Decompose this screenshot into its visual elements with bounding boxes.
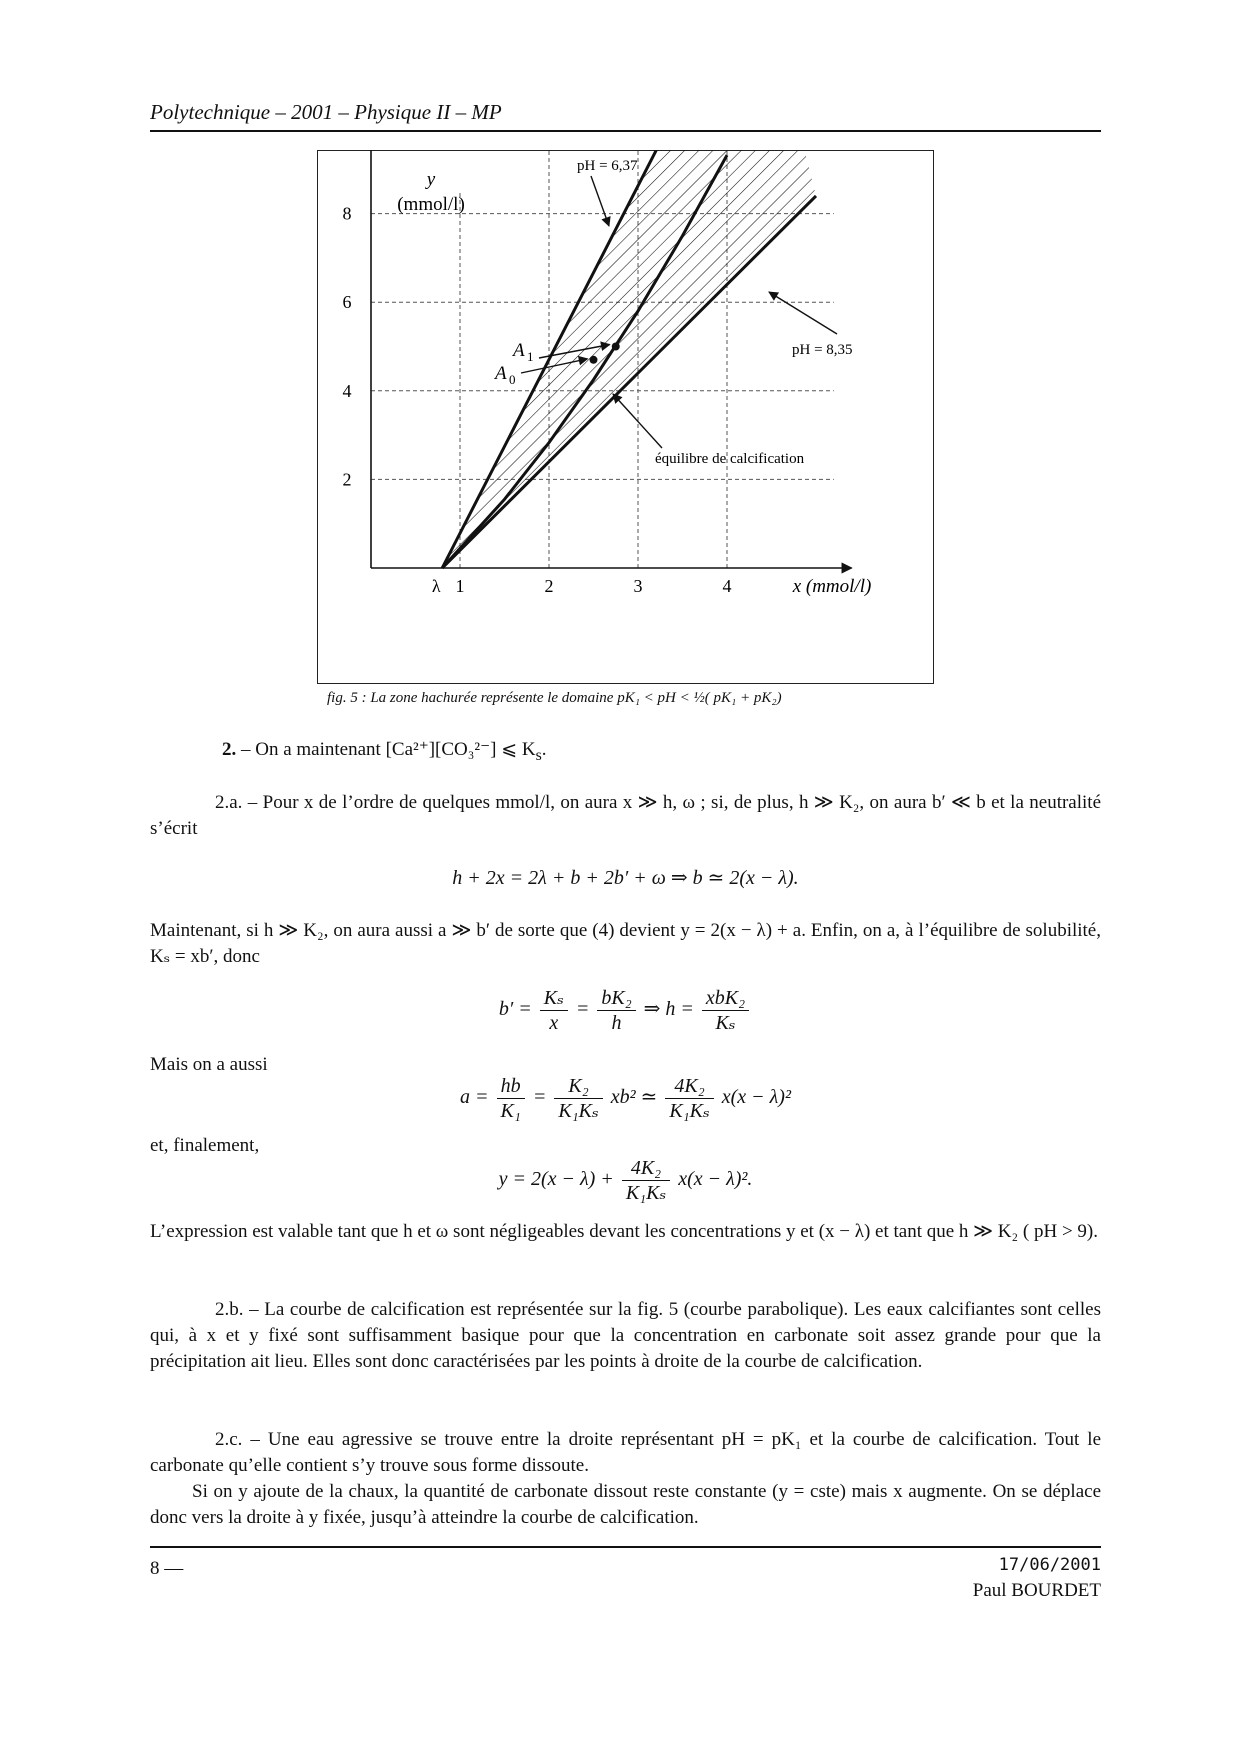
arrow-ph-high — [769, 292, 837, 334]
paragraph-2b: 2.b. – La courbe de calcification est représentée sur la fig. 5 (courbe parabolique). Les eaux calcifiantes sont celles qui, à x et y fixé sont suffisamment basique pour que la concentration en carbonate soit assez grande pour que la précipitation ait lieu. Elles sont donc caractérisées par les points à droite de la courbe de calcification. — [150, 1299, 1101, 1372]
eq3-f2-num: K₂ — [554, 1074, 602, 1099]
eq3-fraction-3 — [665, 1074, 713, 1123]
page-number: 8 — — [150, 1558, 184, 1579]
footer-rule — [150, 1546, 1101, 1548]
eq3-fraction-1 — [497, 1074, 525, 1123]
eq3-equal: = — [532, 1086, 547, 1109]
eq4-tail: x(x − λ)². — [678, 1168, 753, 1191]
equation-a — [150, 1074, 1101, 1123]
label-a1-sub: 1 — [527, 349, 534, 364]
lambda-tick-label: λ — [431, 576, 441, 596]
paragraph-2a: 2.a. – Pour x de l’ordre de quelques mmol/l, on aura x ≫ h, ω ; si, de plus, h ≫ K₂, on aura b′ ≪ b et la neutralité s’écrit — [150, 792, 1101, 839]
y-tick-label-6: 6 — [342, 292, 352, 313]
footer-date: 17/06/2001 — [998, 1555, 1101, 1575]
label-a1: A — [513, 340, 525, 361]
y-axis-label-line2: (mmol/l) — [397, 194, 465, 215]
eq2-fraction-3 — [702, 986, 749, 1035]
x-tick-label-4: 4 — [722, 576, 732, 596]
eq2-f1-num: Kₛ — [540, 986, 568, 1011]
eq4-lhs: y = 2(x − λ) + — [498, 1168, 614, 1191]
arrow-ph-low — [591, 176, 609, 226]
label-ph-low: pH = 6,37 — [577, 158, 638, 174]
eq2-f2-num: bK₂ — [597, 986, 635, 1011]
equation-y — [150, 1156, 1101, 1205]
x-tick-label-2: 2 — [544, 576, 554, 596]
equation-b-prime — [150, 986, 1101, 1035]
x-tick-label-3: 3 — [633, 576, 643, 596]
x-tick-label-1: 1 — [455, 576, 465, 596]
label-equilibre: équilibre de calcification — [655, 451, 805, 467]
eq2-arrow: ⇒ h = — [643, 998, 694, 1021]
label-a0: A — [495, 363, 507, 384]
eq3-fraction-2 — [554, 1074, 602, 1123]
eq2-f3-num: xbK₂ — [702, 986, 749, 1011]
eq3-mid: xb² ≃ — [610, 1086, 658, 1109]
label-ph-high: pH = 8,35 — [792, 342, 853, 358]
figure-caption: fig. 5 : La zone hachurée représente le domaine pK₁ < pH < ½( pK₁ + pK₂) — [327, 690, 782, 706]
calcification-chart — [317, 150, 934, 684]
section-2-title — [222, 737, 1102, 769]
paragraph-2c-continued: Si on y ajoute de la chaux, la quantité de carbonate dissout reste constante (y = cste) mais x augmente. On se déplace donc vers la droite à y fixée, jusqu’à atteindre la courbe de calcification. — [150, 1481, 1101, 1528]
equation-neutrality: h + 2x = 2λ + b + 2b′ + ω ⇒ b ≃ 2(x − λ). — [452, 867, 799, 889]
eq2-fraction-2 — [597, 986, 635, 1035]
eq4-f1-den: K₁Kₛ — [625, 1182, 667, 1204]
eq3-f1-num: hb — [497, 1074, 525, 1099]
y-tick-label-2: 2 — [342, 469, 352, 490]
eq3-f2-den: K₁Kₛ — [558, 1100, 599, 1122]
eq3-tail: x(x − λ)² — [721, 1086, 791, 1109]
y-axis-label-line1: y — [426, 169, 436, 190]
label-a0-sub: 0 — [509, 372, 516, 387]
paragraph-finalement: et, finalement, — [150, 1135, 260, 1156]
section-2-end: . — [541, 739, 547, 760]
eq3-f1-den: K₁ — [500, 1100, 521, 1122]
header-rule — [150, 130, 1101, 132]
x-axis-label: x (mmol/l) — [792, 576, 872, 597]
eq2-f1-den: x — [549, 1012, 559, 1034]
eq3-f3-den: K₁Kₛ — [669, 1100, 710, 1122]
eq3-lhs: a = — [460, 1086, 489, 1109]
y-tick-label-8: 8 — [342, 203, 352, 224]
paragraph-validity: L’expression est valable tant que h et ω sont négligeables devant les concentrations y et (x − λ) et tant que h ≫ K₂ ( pH > 9). — [150, 1221, 1098, 1242]
page-header: Polytechnique – 2001 – Physique II – MP — [150, 100, 502, 124]
eq2-equal: = — [575, 998, 590, 1021]
paragraph-mais: Mais on a aussi — [150, 1054, 268, 1075]
footer-signature — [973, 1552, 1101, 1604]
section-2-text: – On a maintenant [Ca²⁺][CO₃²⁻] ⩽ K — [241, 739, 536, 760]
eq2-f2-den: h — [611, 1012, 622, 1034]
eq4-fraction-1 — [622, 1156, 670, 1205]
eq2-f3-den: Kₛ — [715, 1012, 736, 1034]
eq3-f3-num: 4K₂ — [665, 1074, 713, 1099]
paragraph-2a-continued: Maintenant, si h ≫ K₂, on aura aussi a ≫ b′ de sorte que (4) devient y = 2(x − λ) + a. Enfin, on a, à l’équilibre de solubilité, Kₛ = xb′, donc — [150, 920, 1101, 967]
section-2-number: 2. — [222, 739, 237, 760]
point-a1 — [612, 343, 620, 351]
eq4-f1-num: 4K₂ — [622, 1156, 670, 1181]
eq2-fraction-1 — [540, 986, 568, 1035]
eq2-lhs: b′ = — [498, 998, 532, 1021]
point-a0 — [590, 356, 598, 364]
section-2-sub: s — [535, 746, 542, 764]
y-tick-label-4: 4 — [342, 380, 352, 401]
footer-author: Paul BOURDET — [972, 1580, 1101, 1601]
paragraph-2c: 2.c. – Une eau agressive se trouve entre la droite représentant pH = pK₁ et la courbe de calcification. Tout le carbonate qu’elle contient s’y trouve sous forme dissoute. — [150, 1429, 1101, 1476]
